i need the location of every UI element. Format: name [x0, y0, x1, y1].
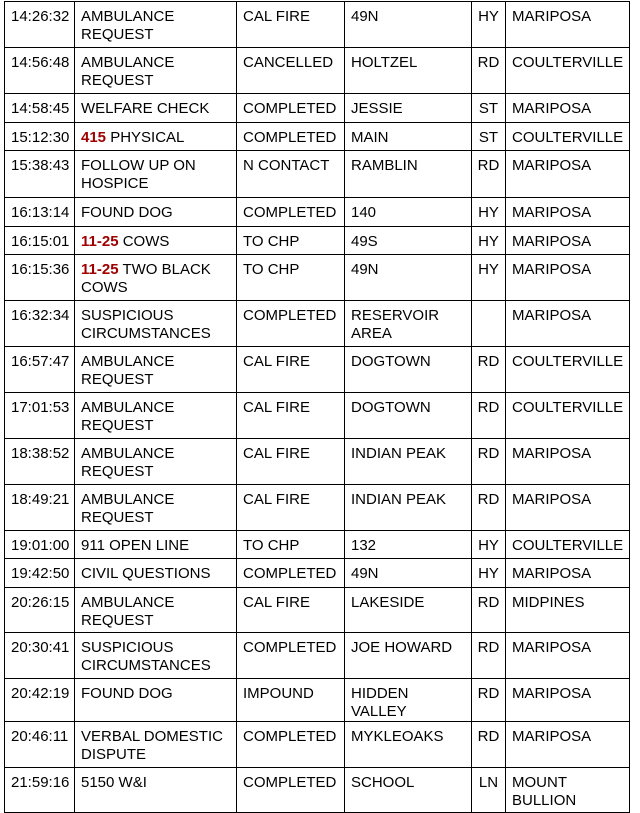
disposition-cell: COMPLETED — [237, 768, 345, 813]
city-cell: COULTERVILLE — [506, 347, 630, 393]
street-cell: INDIAN PEAK — [345, 439, 472, 485]
table-row — [5, 485, 630, 531]
table-row — [5, 2, 630, 48]
disposition-cell: COMPLETED — [237, 94, 345, 123]
incident-cell — [75, 227, 237, 255]
city-cell: MARIPOSA — [506, 94, 630, 123]
city-cell: COULTERVILLE — [506, 531, 630, 559]
time-cell: 20:30:41 — [5, 633, 75, 679]
incident-cell — [75, 393, 237, 439]
incident-description: SUSPICIOUS CIRCUMSTANCES — [81, 639, 211, 674]
table-row — [5, 151, 630, 198]
city-cell: MARIPOSA — [506, 559, 630, 588]
disposition-cell: COMPLETED — [237, 301, 345, 347]
street-cell: 49S — [345, 227, 472, 255]
table-row — [5, 347, 630, 393]
city-cell: MARIPOSA — [506, 227, 630, 255]
street-cell: HOLTZEL — [345, 48, 472, 94]
incident-code: 11-25 — [81, 261, 119, 278]
time-cell: 19:01:00 — [5, 531, 75, 559]
street-cell: 49N — [345, 255, 472, 301]
disposition-cell: TO CHP — [237, 255, 345, 301]
incident-cell — [75, 588, 237, 633]
incident-description: AMBULANCE REQUEST — [81, 594, 175, 629]
disposition-cell: CAL FIRE — [237, 485, 345, 531]
incident-log-body — [5, 2, 630, 813]
street-suffix-cell: HY — [472, 531, 506, 559]
table-row — [5, 439, 630, 485]
street-cell: JESSIE — [345, 94, 472, 123]
disposition-cell: TO CHP — [237, 531, 345, 559]
incident-cell — [75, 485, 237, 531]
city-cell: COULTERVILLE — [506, 393, 630, 439]
incident-cell — [75, 531, 237, 559]
disposition-cell: CAL FIRE — [237, 393, 345, 439]
street-cell: RAMBLIN — [345, 151, 472, 198]
time-cell: 14:26:32 — [5, 2, 75, 48]
table-row — [5, 768, 630, 813]
city-cell: MARIPOSA — [506, 151, 630, 198]
incident-description: TWO BLACK COWS — [81, 261, 211, 296]
incident-cell — [75, 559, 237, 588]
table-row — [5, 722, 630, 768]
table-row — [5, 588, 630, 633]
street-cell: JOE HOWARD — [345, 633, 472, 679]
city-cell: MARIPOSA — [506, 2, 630, 48]
street-cell: 132 — [345, 531, 472, 559]
city-cell: COULTERVILLE — [506, 48, 630, 94]
street-suffix-cell: HY — [472, 198, 506, 227]
incident-description: AMBULANCE REQUEST — [81, 491, 175, 526]
incident-description: FOLLOW UP ON HOSPICE — [81, 157, 196, 192]
street-suffix-cell: RD — [472, 48, 506, 94]
street-suffix-cell: RD — [472, 347, 506, 393]
street-cell: MYKLEOAKS — [345, 722, 472, 768]
time-cell: 18:38:52 — [5, 439, 75, 485]
time-cell: 15:38:43 — [5, 151, 75, 198]
street-suffix-cell: RD — [472, 393, 506, 439]
time-cell: 20:42:19 — [5, 679, 75, 722]
street-cell: DOGTOWN — [345, 347, 472, 393]
incident-cell — [75, 198, 237, 227]
time-cell: 18:49:21 — [5, 485, 75, 531]
street-suffix-cell: RD — [472, 679, 506, 722]
street-cell: 49N — [345, 559, 472, 588]
table-row — [5, 393, 630, 439]
incident-description: 911 OPEN LINE — [81, 537, 190, 554]
street-suffix-cell: HY — [472, 2, 506, 48]
street-suffix-cell: HY — [472, 227, 506, 255]
time-cell: 21:59:16 — [5, 768, 75, 813]
city-cell: MARIPOSA — [506, 679, 630, 722]
incident-log-table — [4, 1, 630, 813]
time-cell: 16:15:01 — [5, 227, 75, 255]
table-row — [5, 679, 630, 722]
incident-cell — [75, 48, 237, 94]
incident-description: WELFARE CHECK — [81, 100, 210, 117]
time-cell: 20:26:15 — [5, 588, 75, 633]
table-row — [5, 123, 630, 151]
street-suffix-cell: HY — [472, 559, 506, 588]
disposition-cell: IMPOUND — [237, 679, 345, 722]
city-cell: MARIPOSA — [506, 198, 630, 227]
incident-code: 11-25 — [81, 233, 119, 250]
city-cell: MARIPOSA — [506, 722, 630, 768]
city-cell: MARIPOSA — [506, 255, 630, 301]
incident-description: AMBULANCE REQUEST — [81, 445, 175, 480]
incident-cell — [75, 151, 237, 198]
incident-cell — [75, 2, 237, 48]
time-cell: 20:46:11 — [5, 722, 75, 768]
incident-cell — [75, 439, 237, 485]
table-row — [5, 633, 630, 679]
time-cell: 16:57:47 — [5, 347, 75, 393]
incident-cell — [75, 255, 237, 301]
street-suffix-cell: RD — [472, 633, 506, 679]
incident-description: VERBAL DOMESTIC DISPUTE — [81, 728, 223, 763]
incident-description: PHYSICAL — [110, 129, 185, 146]
incident-cell — [75, 679, 237, 722]
street-suffix-cell: LN — [472, 768, 506, 813]
street-suffix-cell: ST — [472, 123, 506, 151]
street-suffix-cell: HY — [472, 255, 506, 301]
city-cell: MARIPOSA — [506, 439, 630, 485]
table-row — [5, 301, 630, 347]
street-cell: HIDDEN VALLEY — [345, 679, 472, 722]
street-cell: MAIN — [345, 123, 472, 151]
disposition-cell: CAL FIRE — [237, 588, 345, 633]
street-cell: SCHOOL — [345, 768, 472, 813]
time-cell: 19:42:50 — [5, 559, 75, 588]
disposition-cell: COMPLETED — [237, 722, 345, 768]
street-suffix-cell: RD — [472, 151, 506, 198]
street-suffix-cell: ST — [472, 94, 506, 123]
city-cell: MARIPOSA — [506, 301, 630, 347]
table-row — [5, 531, 630, 559]
incident-cell — [75, 123, 237, 151]
table-row — [5, 227, 630, 255]
street-suffix-cell — [472, 301, 506, 347]
incident-cell — [75, 347, 237, 393]
incident-description: AMBULANCE REQUEST — [81, 399, 175, 434]
incident-code: 415 — [81, 129, 107, 146]
table-row — [5, 255, 630, 301]
disposition-cell: COMPLETED — [237, 123, 345, 151]
incident-description: FOUND DOG — [81, 204, 173, 221]
time-cell: 14:58:45 — [5, 94, 75, 123]
time-cell: 15:12:30 — [5, 123, 75, 151]
street-cell: LAKESIDE — [345, 588, 472, 633]
incident-cell — [75, 722, 237, 768]
street-cell: RESERVOIR AREA — [345, 301, 472, 347]
table-row — [5, 198, 630, 227]
city-cell: COULTERVILLE — [506, 123, 630, 151]
incident-description: AMBULANCE REQUEST — [81, 54, 175, 89]
street-cell: INDIAN PEAK — [345, 485, 472, 531]
table-row — [5, 48, 630, 94]
disposition-cell: COMPLETED — [237, 633, 345, 679]
disposition-cell: CAL FIRE — [237, 2, 345, 48]
table-row — [5, 559, 630, 588]
street-cell: DOGTOWN — [345, 393, 472, 439]
time-cell: 17:01:53 — [5, 393, 75, 439]
street-suffix-cell: RD — [472, 439, 506, 485]
city-cell: MOUNT BULLION — [506, 768, 630, 813]
incident-description: CIVIL QUESTIONS — [81, 565, 211, 582]
incident-cell — [75, 768, 237, 813]
city-cell: MIDPINES — [506, 588, 630, 633]
table-row — [5, 94, 630, 123]
incident-description: AMBULANCE REQUEST — [81, 353, 175, 388]
disposition-cell: TO CHP — [237, 227, 345, 255]
street-suffix-cell: RD — [472, 588, 506, 633]
street-suffix-cell: RD — [472, 722, 506, 768]
disposition-cell: CANCELLED — [237, 48, 345, 94]
disposition-cell: COMPLETED — [237, 559, 345, 588]
time-cell: 14:56:48 — [5, 48, 75, 94]
incident-cell — [75, 301, 237, 347]
incident-description: FOUND DOG — [81, 685, 173, 702]
incident-description: 5150 W&I — [81, 774, 147, 791]
disposition-cell: CAL FIRE — [237, 439, 345, 485]
time-cell: 16:15:36 — [5, 255, 75, 301]
city-cell: MARIPOSA — [506, 485, 630, 531]
incident-cell — [75, 633, 237, 679]
disposition-cell: CAL FIRE — [237, 347, 345, 393]
incident-description: COWS — [122, 233, 170, 250]
disposition-cell: N CONTACT — [237, 151, 345, 198]
street-suffix-cell: RD — [472, 485, 506, 531]
incident-description: SUSPICIOUS CIRCUMSTANCES — [81, 307, 211, 342]
city-cell: MARIPOSA — [506, 633, 630, 679]
time-cell: 16:13:14 — [5, 198, 75, 227]
incident-cell — [75, 94, 237, 123]
disposition-cell: COMPLETED — [237, 198, 345, 227]
street-cell: 49N — [345, 2, 472, 48]
street-cell: 140 — [345, 198, 472, 227]
incident-description: AMBULANCE REQUEST — [81, 8, 175, 43]
time-cell: 16:32:34 — [5, 301, 75, 347]
